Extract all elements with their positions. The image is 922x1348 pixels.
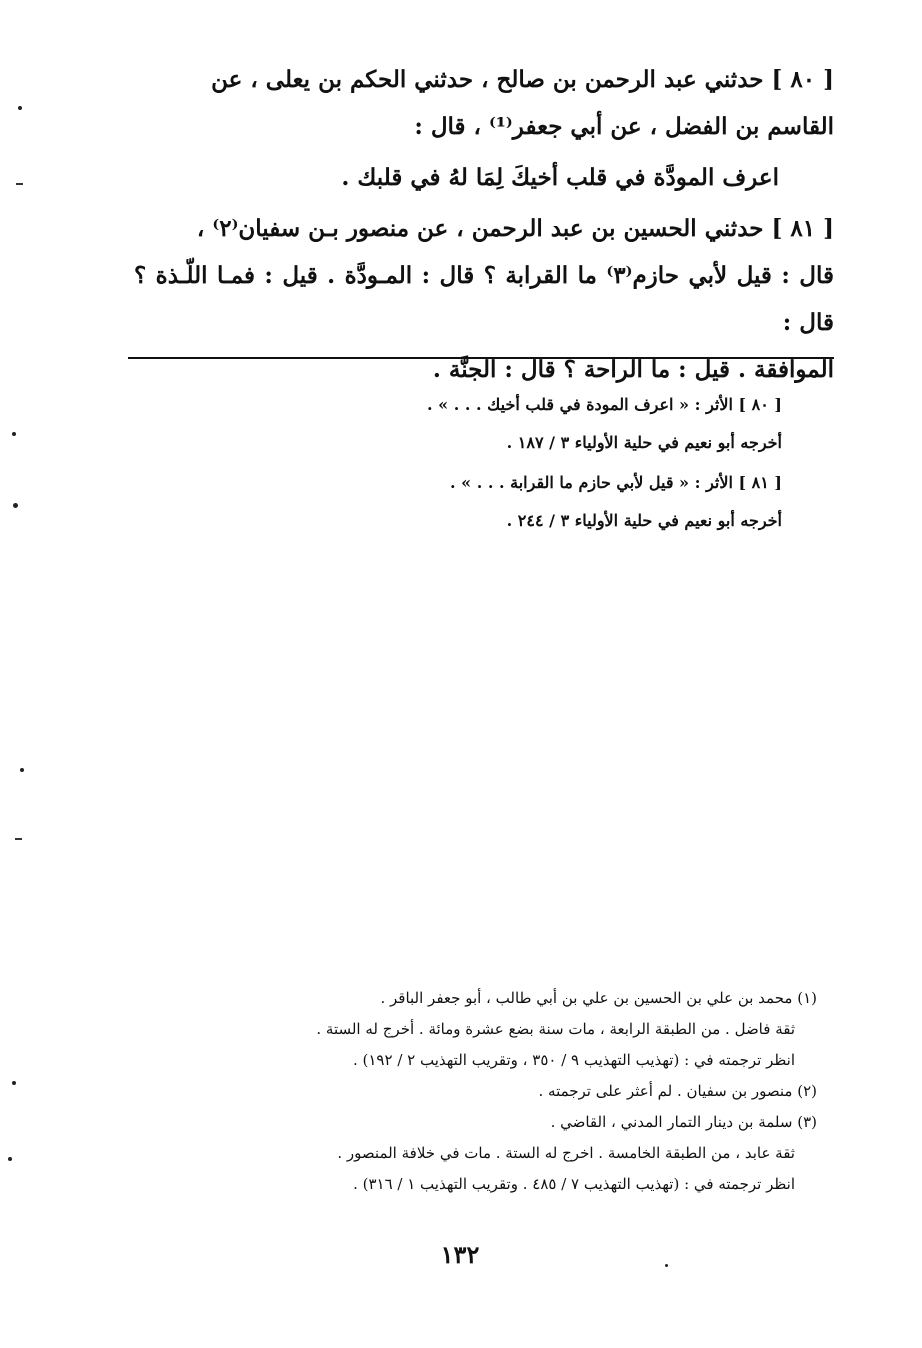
main-text — [134, 56, 834, 393]
note-80-title: [ ٨٠ ] الأثر : « اعرف المودة في قلب أخيك . . . » . — [427, 395, 782, 414]
scan-speck — [8, 1157, 12, 1161]
athar-81-line-1: [ ٨١ ] حدثني الحسين بن عبد الرحمن ، عن منصور بـن سفيان⁽٢⁾ ، — [196, 215, 834, 242]
footnotes — [217, 983, 817, 1200]
footnote-3-line-1: (٣) سلمة بن دينار التمار المدني ، القاضي . — [550, 1113, 817, 1131]
scan-speck — [20, 768, 24, 772]
scan-speck — [16, 183, 23, 185]
separator-rule — [128, 357, 834, 359]
takhrij-notes — [222, 386, 782, 540]
footnote-3-line-3: انظر ترجمته في : (تهذيب التهذيب ٧ / ٤٨٥ . وتقريب التهذيب ١ / ٣١٦) . — [353, 1175, 795, 1193]
athar-80-line-1: [ ٨٠ ] حدثني عبد الرحمن بن صالح ، حدثني الحكم بن يعلى ، عن — [211, 66, 834, 93]
athar-80-quote: اعرف المودَّة في قلب أخيكَ لِمَا لهُ في قلبك . — [341, 164, 779, 191]
page-number: ١٣٢ — [440, 1240, 480, 1269]
scan-speck — [15, 838, 22, 840]
scan-speck — [12, 1081, 16, 1085]
athar-81-line-3: الموافقة . قيل : ما الراحة ؟ قال : الجنَّة . — [432, 356, 834, 383]
note-80-source: أخرجه أبو نعيم في حلية الأولياء ٣ / ١٨٧ . — [506, 433, 782, 452]
footnote-1-line-2: ثقة فاضل . من الطبقة الرابعة ، مات سنة بضع عشرة ومائة . أخرج له الستة . — [316, 1020, 795, 1038]
scan-speck — [665, 1264, 668, 1267]
note-81-source: أخرجه أبو نعيم في حلية الأولياء ٣ / ٢٤٤ . — [506, 511, 782, 530]
note-81-title: [ ٨١ ] الأثر : « قيل لأبي حازم ما القرابة . . . » . — [450, 473, 782, 492]
footnote-3-line-2: ثقة عابد ، من الطبقة الخامسة . اخرج له الستة . مات في خلافة المنصور . — [337, 1144, 795, 1162]
footnote-2-line-1: (٢) منصور بن سفيان . لم أعثر على ترجمته . — [538, 1082, 817, 1100]
scan-speck — [12, 432, 16, 436]
footnote-1-line-3: انظر ترجمته في : (تهذيب التهذيب ٩ / ٣٥٠ ، وتقريب التهذيب ٢ / ١٩٢) . — [352, 1051, 795, 1069]
scan-speck — [18, 106, 22, 110]
athar-81-line-2: قال : قيل لأبي حازم⁽٣⁾ ما القرابة ؟ قال : المـودَّة . قيل : فمـا اللّـذة ؟ قال : — [134, 262, 834, 336]
athar-80-line-2: القاسم بن الفضل ، عن أبي جعفر⁽¹⁾ ، قال : — [414, 113, 834, 140]
footnote-1-line-1: (١) محمد بن علي بن الحسين بن علي بن أبي طالب ، أبو جعفر الباقر . — [380, 989, 817, 1007]
scan-speck — [13, 503, 18, 508]
